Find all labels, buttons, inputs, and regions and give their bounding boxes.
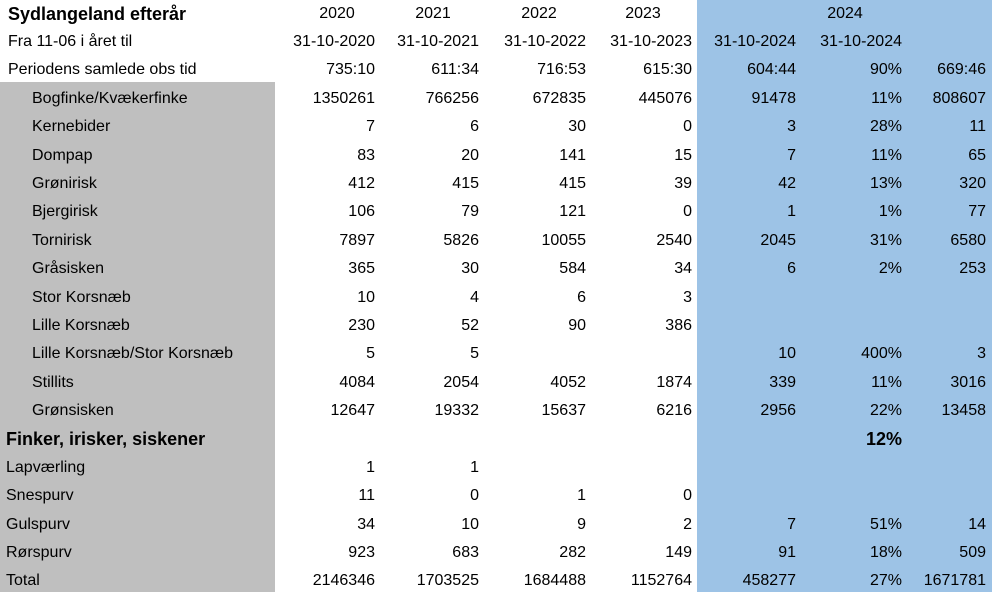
header-row (0, 0, 992, 28)
cell-value[interactable]: 386 (665, 316, 692, 334)
row-label[interactable]: Fra 11-06 i året til (8, 33, 133, 50)
cell-value[interactable]: 766256 (425, 89, 479, 107)
cell-value[interactable]: 3 (787, 118, 796, 136)
cell-value[interactable]: 10 (778, 345, 796, 363)
cell-value[interactable]: 6 (787, 260, 796, 278)
cell-value[interactable]: 2045 (760, 231, 796, 249)
cell-value[interactable]: 14 (968, 515, 986, 533)
cell-value[interactable]: 2540 (656, 231, 692, 249)
cell-value[interactable]: 20 (461, 146, 479, 164)
cell-value[interactable]: 91478 (751, 89, 796, 107)
cell-value[interactable]: 3016 (950, 373, 986, 391)
cell-value[interactable]: 611:34 (431, 61, 479, 79)
cell-value[interactable]: 400% (861, 345, 902, 363)
row-label[interactable]: Gulspurv (6, 515, 71, 533)
cell-value[interactable]: 13% (869, 174, 902, 192)
cell-value[interactable]: 11% (871, 146, 902, 164)
cell-value[interactable]: 604:44 (747, 61, 796, 79)
cell-value[interactable]: 1 (577, 487, 586, 505)
cell-value[interactable]: 458277 (742, 572, 796, 590)
cell-value[interactable]: 1684488 (523, 572, 586, 590)
species-row (0, 113, 992, 141)
cell-value[interactable]: 18% (869, 544, 902, 562)
cell-value[interactable]: 149 (665, 544, 692, 562)
cell-value[interactable]: 121 (559, 203, 586, 221)
cell-value[interactable]: 31% (869, 231, 902, 249)
species-row (0, 170, 992, 198)
group-label[interactable]: Finker, irisker, siskener (6, 429, 206, 450)
species-row (0, 511, 992, 539)
cell-value[interactable]: 31-10-2021 (397, 33, 479, 50)
species-row (0, 482, 992, 510)
year-header-2024[interactable]: 2024 (827, 5, 863, 22)
cell-value[interactable]: 735:10 (326, 61, 375, 79)
year-header-2021[interactable]: 2021 (415, 5, 451, 22)
cell-value[interactable]: 22% (869, 402, 902, 420)
cell-value[interactable]: 0 (683, 203, 692, 221)
cell-value[interactable]: 6580 (950, 231, 986, 249)
cell-value[interactable]: 34 (357, 515, 375, 533)
cell-value[interactable]: 230 (348, 316, 375, 334)
species-row (0, 142, 992, 170)
year-header-2023[interactable]: 2023 (625, 5, 661, 22)
cell-value[interactable]: 1 (787, 203, 796, 221)
row-label[interactable]: Dompap (32, 146, 93, 164)
cell-value[interactable]: 923 (348, 544, 375, 562)
cell-value[interactable]: 320 (959, 174, 986, 192)
cell-value[interactable]: 1874 (656, 373, 692, 391)
cell-value[interactable]: 6 (470, 118, 479, 136)
cell-value[interactable]: 11% (871, 373, 902, 391)
cell-value[interactable]: 683 (452, 544, 479, 562)
cell-value[interactable]: 90 (568, 316, 586, 334)
cell-value[interactable]: 106 (348, 203, 375, 221)
species-row (0, 312, 992, 340)
species-row (0, 198, 992, 226)
species-row (0, 284, 992, 312)
species-row (0, 340, 992, 368)
group-percent[interactable]: 12% (865, 429, 902, 450)
species-row (0, 227, 992, 255)
cell-value[interactable]: 412 (348, 174, 375, 192)
cell-value[interactable]: 7 (787, 146, 796, 164)
cell-value[interactable]: 2956 (760, 402, 796, 420)
row-label[interactable]: Lapværling (6, 458, 86, 476)
cell-value[interactable]: 90% (869, 61, 902, 79)
row-label[interactable]: Bogfinke/Kvækerfinke (32, 89, 188, 107)
cell-value[interactable]: 1 (366, 458, 375, 476)
cell-value[interactable]: 6216 (656, 402, 692, 420)
cell-value[interactable]: 141 (559, 146, 586, 164)
cell-value[interactable]: 672835 (532, 89, 586, 107)
year-header-2020[interactable]: 2020 (319, 5, 355, 22)
cell-value[interactable]: 11% (871, 89, 902, 107)
cell-value[interactable]: 91 (778, 544, 796, 562)
cell-value[interactable]: 5 (366, 345, 375, 363)
cell-value[interactable]: 39 (674, 174, 692, 192)
cell-value[interactable]: 282 (559, 544, 586, 562)
cell-value[interactable]: 30 (568, 118, 586, 136)
cell-value[interactable]: 4 (470, 288, 479, 306)
cell-value[interactable]: 1671781 (923, 572, 986, 590)
cell-value[interactable]: 10055 (541, 231, 586, 249)
cell-value[interactable]: 31-10-2022 (504, 33, 586, 50)
obs-time-row (0, 56, 992, 84)
cell-value[interactable]: 31-10-2024 (714, 33, 796, 50)
cell-value[interactable]: 31-10-2023 (610, 33, 692, 50)
cell-value[interactable]: 4084 (339, 373, 375, 391)
cell-value[interactable]: 3 (977, 345, 986, 363)
cell-value[interactable]: 28% (869, 118, 902, 136)
cell-value[interactable]: 27% (869, 572, 902, 590)
cell-value[interactable]: 15637 (541, 402, 586, 420)
species-row (0, 539, 992, 567)
row-label[interactable]: Tornirisk (32, 231, 92, 249)
cell-value[interactable]: 5 (470, 345, 479, 363)
row-label[interactable]: Rørspurv (6, 544, 72, 562)
row-label[interactable]: Periodens samlede obs tid (8, 61, 197, 79)
row-label[interactable]: Snespurv (6, 487, 74, 505)
species-row (0, 397, 992, 425)
row-label[interactable]: Gråsisken (32, 260, 105, 278)
row-label[interactable]: Bjergirisk (32, 203, 98, 221)
species-row (0, 255, 992, 283)
species-row (0, 454, 992, 482)
cell-value[interactable]: 1 (470, 458, 479, 476)
row-label[interactable]: Total (6, 572, 40, 590)
cell-value[interactable]: 51% (869, 515, 902, 533)
cell-value[interactable]: 15 (674, 146, 692, 164)
cell-value[interactable]: 10 (461, 515, 479, 533)
cell-value[interactable]: 253 (959, 260, 986, 278)
cell-value[interactable]: 415 (452, 174, 479, 192)
cell-value[interactable]: 2054 (443, 373, 479, 391)
row-label[interactable]: Kernebider (32, 118, 111, 136)
cell-value[interactable]: 83 (357, 146, 375, 164)
cell-value[interactable]: 445076 (638, 89, 692, 107)
cell-value[interactable]: 0 (470, 487, 479, 505)
row-label[interactable]: Stor Korsnæb (32, 288, 131, 306)
cell-value[interactable]: 7897 (339, 231, 375, 249)
cell-value[interactable]: 7 (366, 118, 375, 136)
cell-value[interactable]: 11 (969, 118, 986, 136)
cell-value[interactable]: 365 (348, 260, 375, 278)
cell-value[interactable]: 5826 (443, 231, 479, 249)
cell-value[interactable]: 13458 (941, 402, 986, 420)
cell-value[interactable]: 52 (461, 316, 479, 334)
cell-value[interactable]: 716:53 (537, 61, 586, 79)
table-title[interactable]: Sydlangeland efterår (8, 4, 187, 24)
cell-value[interactable]: 31-10-2024 (820, 33, 902, 50)
cell-value[interactable]: 1350261 (312, 89, 375, 107)
period-row (0, 28, 992, 56)
row-label[interactable]: Grønsisken (32, 402, 114, 420)
cell-value[interactable]: 1% (878, 203, 902, 221)
cell-value[interactable]: 77 (968, 203, 986, 221)
group-summary-row (0, 425, 992, 453)
cell-value[interactable]: 4052 (550, 373, 586, 391)
cell-value[interactable]: 808607 (932, 89, 986, 107)
cell-value[interactable]: 1703525 (416, 572, 479, 590)
year-header-2022[interactable]: 2022 (521, 5, 557, 22)
cell-value[interactable]: 415 (559, 174, 586, 192)
row-label[interactable]: Lille Korsnæb (32, 316, 130, 334)
cell-value[interactable]: 2146346 (312, 572, 375, 590)
cell-value[interactable]: 34 (674, 260, 692, 278)
cell-value[interactable]: 0 (683, 487, 692, 505)
cell-value[interactable]: 509 (959, 544, 986, 562)
cell-value[interactable]: 0 (683, 118, 692, 136)
cell-value[interactable]: 7 (787, 515, 796, 533)
species-row (0, 369, 992, 397)
cell-value[interactable]: 1152764 (630, 572, 692, 590)
cell-value[interactable]: 11 (358, 487, 375, 505)
cell-value[interactable]: 2 (683, 515, 692, 533)
cell-value[interactable]: 2% (878, 260, 902, 278)
cell-value[interactable]: 669:46 (937, 61, 986, 79)
cell-value[interactable]: 339 (769, 373, 796, 391)
cell-value[interactable]: 615:30 (643, 61, 692, 79)
cell-value[interactable]: 30 (461, 260, 479, 278)
cell-value[interactable]: 65 (968, 146, 986, 164)
cell-value[interactable]: 9 (577, 515, 586, 533)
cell-value[interactable]: 79 (461, 203, 479, 221)
cell-value[interactable]: 42 (778, 174, 796, 192)
cell-value[interactable]: 12647 (330, 402, 375, 420)
cell-value[interactable]: 3 (683, 288, 692, 306)
cell-value[interactable]: 19332 (434, 402, 479, 420)
cell-value[interactable]: 10 (357, 288, 375, 306)
row-label[interactable]: Lille Korsnæb/Stor Korsnæb (32, 345, 233, 363)
cell-value[interactable]: 584 (559, 260, 586, 278)
cell-value[interactable]: 6 (577, 288, 586, 306)
row-label[interactable]: Grønirisk (32, 174, 97, 192)
row-label[interactable]: Stillits (32, 373, 74, 391)
species-row (0, 85, 992, 113)
cell-value[interactable]: 31-10-2020 (293, 33, 375, 50)
